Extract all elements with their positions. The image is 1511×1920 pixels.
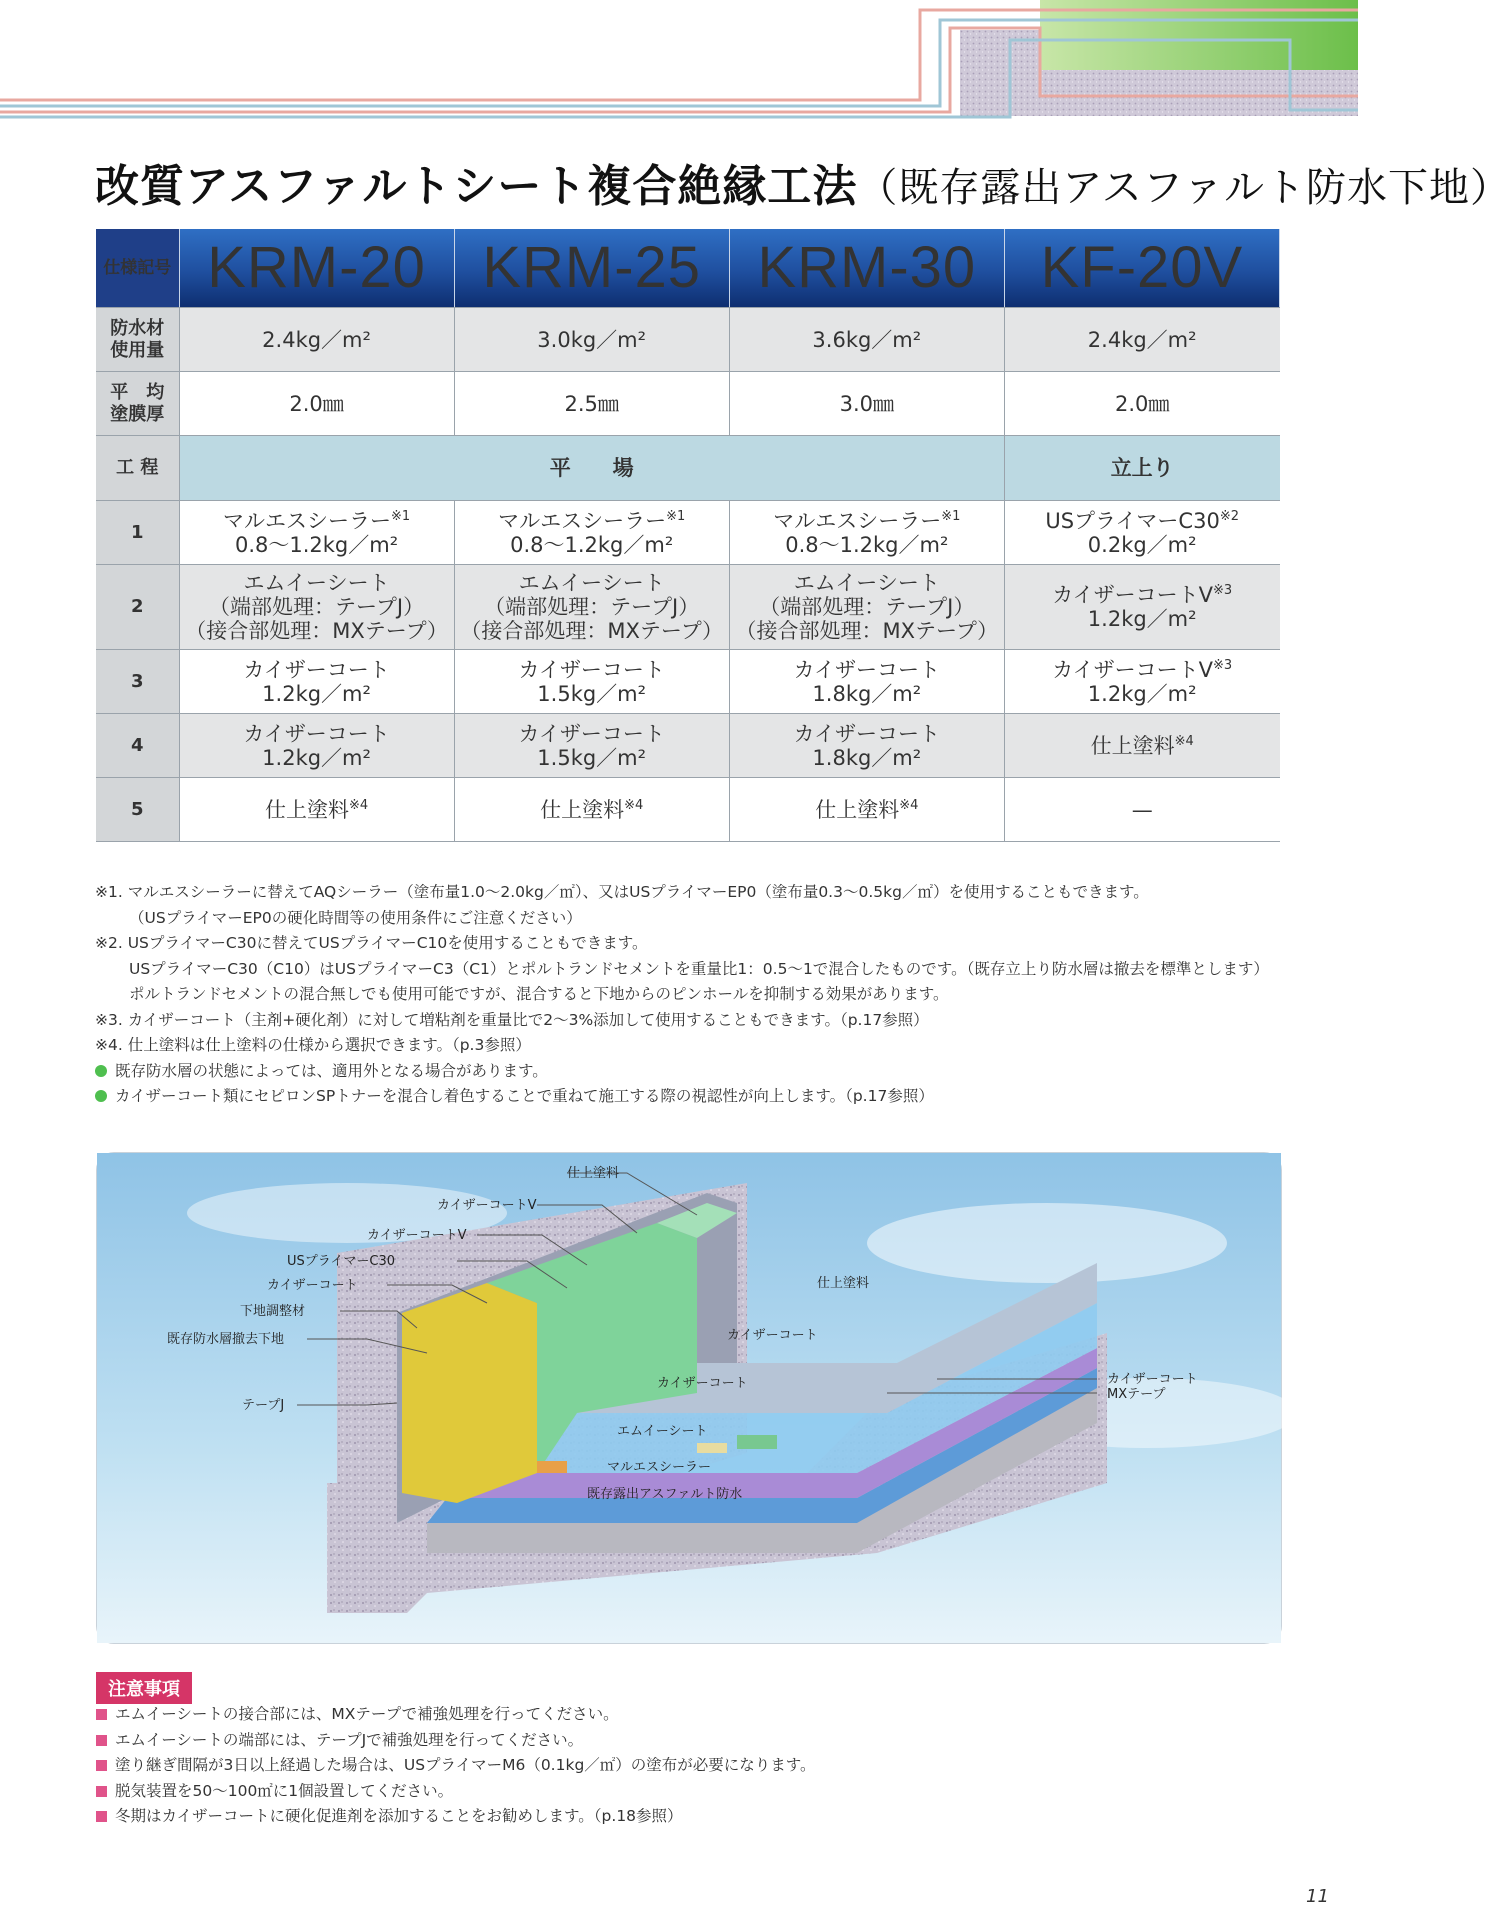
bullet-note: カイザーコート類にセピロンSPトナーを混合し着色することで重ねて施工する際の視認性が向上します。（p.17参照） bbox=[95, 1084, 1269, 1110]
page-title bbox=[95, 150, 1511, 214]
code-krm20: KRM-20 bbox=[179, 229, 454, 308]
label-tape-j: テープJ bbox=[242, 1398, 285, 1413]
label-existing: 既存露出アスファルト防水 bbox=[587, 1487, 743, 1502]
label-kaiser-right: カイザーコート bbox=[1107, 1372, 1198, 1387]
caution-item: エムイーシートの端部には、テープJで補強処理を行ってください。 bbox=[96, 1728, 816, 1754]
step-row-5 bbox=[96, 778, 1280, 842]
step-cell: カイザーコート 1.5kg／m² bbox=[454, 714, 729, 778]
pink-square-icon bbox=[96, 1811, 107, 1822]
caution-item: エムイーシートの接合部には、MXテープで補強処理を行ってください。 bbox=[96, 1702, 816, 1728]
code-row bbox=[96, 229, 1280, 308]
usage-value: 2.4kg／m² bbox=[179, 308, 454, 372]
label-maruesu: マルエスシーラー bbox=[607, 1460, 712, 1475]
step-number: 1 bbox=[96, 501, 179, 565]
label-us-primer: USプライマーC30 bbox=[287, 1254, 395, 1269]
spec-table bbox=[96, 229, 1280, 842]
code-krm30: KRM-30 bbox=[729, 229, 1004, 308]
vertical-area-header: 立上り bbox=[1004, 436, 1279, 501]
note: USプライマーC30（C10）はUSプライマーC3（C1）とポルトランドセメントを重量比1：0.5〜1で混合したものです。（既存立上り防水層は撤去を標準とします） bbox=[129, 959, 1269, 978]
step-number: 2 bbox=[96, 565, 179, 650]
step-cell: カイザーコート 1.8kg／m² bbox=[729, 650, 1004, 714]
step-row-1 bbox=[96, 501, 1280, 565]
step-cell: カイザーコート 1.8kg／m² bbox=[729, 714, 1004, 778]
pink-square-icon bbox=[96, 1760, 107, 1771]
green-dot-icon bbox=[95, 1065, 107, 1077]
label-kaiser-left: カイザーコート bbox=[267, 1278, 358, 1293]
pink-square-icon bbox=[96, 1735, 107, 1746]
layer-diagram bbox=[96, 1152, 1282, 1644]
step-cell: 仕上塗料$^{※4}$ bbox=[454, 778, 729, 842]
header-decoration bbox=[0, 0, 1358, 120]
step-cell: 仕上塗料$^{※4}$ bbox=[179, 778, 454, 842]
usage-value: 3.6kg／m² bbox=[729, 308, 1004, 372]
usage-value: 3.0kg／m² bbox=[454, 308, 729, 372]
step-cell: マルエスシーラー$^{※1}$ 0.8〜1.2kg／m² bbox=[454, 501, 729, 565]
step-row-2 bbox=[96, 565, 1280, 650]
thickness-row bbox=[96, 372, 1280, 436]
process-row bbox=[96, 436, 1280, 501]
step-number: 5 bbox=[96, 778, 179, 842]
step-cell: 仕上塗料$^{※4}$ bbox=[729, 778, 1004, 842]
code-krm25: KRM-25 bbox=[454, 229, 729, 308]
process-label: 工 程 bbox=[96, 436, 179, 501]
label-kaiser-flat2: カイザーコート bbox=[657, 1376, 748, 1391]
note: ※1. マルエスシーラーに替えてAQシーラー（塗布量1.0〜2.0kg／㎡）、又はUSプライマーEP0（塗布量0.3〜0.5kg／㎡）を使用することもできます。 bbox=[95, 883, 1149, 901]
pink-square-icon bbox=[96, 1709, 107, 1720]
caution-item: 冬期はカイザーコートに硬化促進剤を添加することをお勧めします。（p.18参照） bbox=[96, 1804, 816, 1830]
flat-area-header: 平 場 bbox=[179, 436, 1004, 501]
green-dot-icon bbox=[95, 1090, 107, 1102]
step-cell: カイザーコート 1.2kg／m² bbox=[179, 650, 454, 714]
step-cell: カイザーコート 1.5kg／m² bbox=[454, 650, 729, 714]
step-number: 3 bbox=[96, 650, 179, 714]
label-me-sheet: エムイーシート bbox=[617, 1424, 708, 1439]
code-label: 仕様記号 bbox=[96, 229, 179, 308]
label-mx-tape: MXテープ bbox=[1107, 1387, 1166, 1402]
usage-label: 防水材 使用量 bbox=[96, 308, 179, 372]
note: ※4. 仕上塗料は仕上塗料の仕様から選択できます。（p.3参照） bbox=[95, 1036, 531, 1054]
thickness-value: 2.5㎜ bbox=[454, 372, 729, 436]
usage-value: 2.4kg／m² bbox=[1004, 308, 1279, 372]
step-cell: エムイーシート （端部処理：テープJ） （接合部処理：MXテープ） bbox=[179, 565, 454, 650]
step-cell: USプライマーC30$^{※2}$ 0.2kg／m² bbox=[1004, 501, 1279, 565]
note: ※2. USプライマーC30に替えてUSプライマーC10を使用することもできます。 bbox=[95, 934, 648, 952]
label-kaiser-v1: カイザーコートV bbox=[437, 1198, 537, 1213]
step-cell: 仕上塗料$^{※4}$ bbox=[1004, 714, 1279, 778]
thickness-label: 平 均 塗膜厚 bbox=[96, 372, 179, 436]
label-finish-flat: 仕上塗料 bbox=[817, 1276, 870, 1291]
label-finish-top: 仕上塗料 bbox=[567, 1166, 620, 1181]
page-number: 11 bbox=[1306, 1886, 1329, 1907]
bullet-note: 既存防水層の状態によっては、適用外となる場合があります。 bbox=[95, 1059, 1269, 1085]
label-kaiser-v2: カイザーコートV bbox=[367, 1228, 467, 1243]
step-cell: エムイーシート （端部処理：テープJ） （接合部処理：MXテープ） bbox=[729, 565, 1004, 650]
note: ※3. カイザーコート（主剤+硬化剤）に対して増粘剤を重量比で2〜3%添加して使用することもできます。（p.17参照） bbox=[95, 1010, 929, 1029]
thickness-value: 3.0㎜ bbox=[729, 372, 1004, 436]
title-sub: （既存露出アスファルト防水下地） bbox=[857, 165, 1511, 211]
step-cell: — bbox=[1004, 778, 1279, 842]
label-kaiser-flat1: カイザーコート bbox=[727, 1328, 818, 1343]
step-number: 4 bbox=[96, 714, 179, 778]
step-cell: カイザーコート$V^{※3}$ 1.2kg／m² bbox=[1004, 565, 1279, 650]
caution-item: 脱気装置を50〜100㎡に1個設置してください。 bbox=[96, 1779, 816, 1805]
layer-diagram-svg bbox=[97, 1153, 1281, 1643]
step-cell: エムイーシート （端部処理：テープJ） （接合部処理：MXテープ） bbox=[454, 565, 729, 650]
title-main: 改質アスファルトシート複合絶縁工法 bbox=[95, 161, 858, 212]
note: （USプライマーEP0の硬化時間等の使用条件にご注意ください） bbox=[129, 908, 582, 927]
step-row-4 bbox=[96, 714, 1280, 778]
caution-title: 注意事項 bbox=[96, 1672, 192, 1704]
step-cell: マルエスシーラー$^{※1}$ 0.8〜1.2kg／m² bbox=[179, 501, 454, 565]
note: ポルトランドセメントの混合無しでも使用可能ですが、混合すると下地からのピンホールを抑制する効果があります。 bbox=[129, 985, 949, 1003]
step-row-3 bbox=[96, 650, 1280, 714]
thickness-value: 2.0㎜ bbox=[179, 372, 454, 436]
step-cell: カイザーコート 1.2kg／m² bbox=[179, 714, 454, 778]
label-base-adjust: 下地調整材 bbox=[240, 1304, 306, 1319]
step-cell: マルエスシーラー$^{※1}$ 0.8〜1.2kg／m² bbox=[729, 501, 1004, 565]
caution-item: 塗り継ぎ間隔が3日以上経過した場合は、USプライマーM6（0.1kg／㎡）の塗布が必要になります。 bbox=[96, 1753, 816, 1779]
code-kf20v: KF-20V bbox=[1004, 229, 1279, 308]
pink-square-icon bbox=[96, 1786, 107, 1797]
thickness-value: 2.0㎜ bbox=[1004, 372, 1279, 436]
caution-list bbox=[96, 1702, 816, 1830]
step-cell: カイザーコート$V^{※3}$ 1.2kg／m² bbox=[1004, 650, 1279, 714]
label-removed-base: 既存防水層撤去下地 bbox=[167, 1332, 285, 1347]
usage-row bbox=[96, 308, 1280, 372]
footnotes bbox=[95, 880, 1269, 1110]
